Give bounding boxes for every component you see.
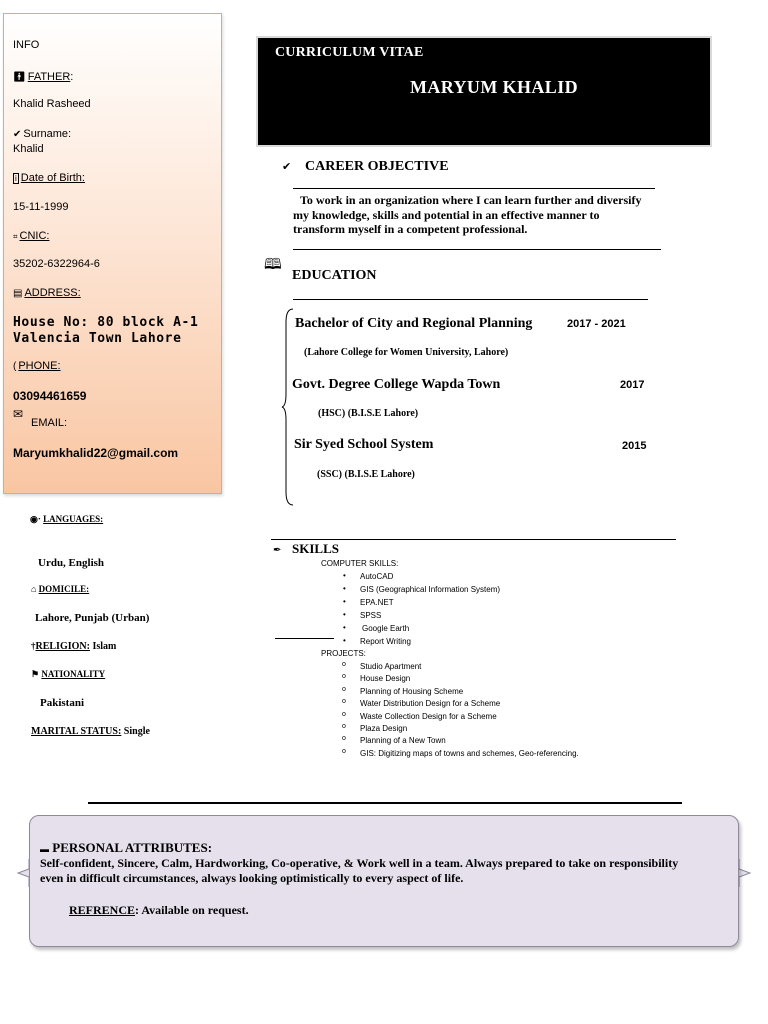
bullet-circle-icon: o [342,685,346,693]
email-label: EMAIL: [31,417,68,429]
religion-row [31,641,116,652]
phone-icon: ( [13,361,17,372]
id-card-icon: ⌗ [13,232,18,241]
religion-label: RELIGION: [35,641,90,652]
project-item: GIS: Digitizing maps of towns and schemes, Geo-referencing. [360,748,579,758]
address-line1: House No: 80 block A-1 [13,315,199,330]
nationality-label: NATIONALITY [41,669,106,679]
phone-label: PHONE: [18,360,61,372]
cnic-value: 35202-6322964-6 [13,258,100,270]
skills-short-rule [275,638,334,639]
project-item: House Design [360,674,411,684]
pen-icon: ✒︎ [273,545,282,556]
domicile-label: DOMICILE: [38,584,90,594]
bullet-dot-icon: • [343,571,346,580]
computer-skill-item: EPA.NET [360,598,394,607]
bullet-dot-icon: • [343,610,346,619]
father-label-row: 🚹︎ FATHER: [13,71,74,83]
dob-label-row [13,172,85,184]
education-divider [293,299,648,300]
project-item: Waste Collection Design for a Scheme [360,711,497,721]
phone-value: 03094461659 [13,389,87,403]
flag-icon: ⚑︎ [31,669,40,679]
marital-value: Single [121,726,150,737]
checkmark-icon: ✔ [13,129,22,140]
project-item: Water Distribution Design for a Scheme [360,699,501,709]
bullet-circle-icon: o [342,661,346,668]
computer-skills-label: COMPUTER SKILLS: [321,559,399,568]
page-divider [88,802,682,804]
project-item: Studio Apartment [360,662,422,671]
candidate-name: MARYUM KHALID [409,77,579,97]
surname-label-row [13,128,71,140]
cv-title: CURRICULUM VITAE [275,45,424,60]
house-icon: ⌂ [31,584,37,594]
education-brace [281,308,295,506]
projects-label: PROJECTS: [321,649,366,658]
envelope-icon: ✉︎ [13,407,24,421]
bullet-circle-icon: o [342,747,346,755]
edu-degree-1: Bachelor of City and Regional Planning [295,316,533,331]
edu-detail-3: (SSC) (B.I.S.E Lahore) [317,469,415,480]
domicile-row [31,584,89,594]
reference-label: REFRENCE [69,903,136,917]
languages-label: LANGUAGES: [43,514,104,524]
cnic-label-row [13,230,49,242]
computer-skill-item: GIS (Geographical Information System) [360,585,501,594]
marital-row [31,726,150,737]
edu-degree-2: Govt. Degree College Wapda Town [292,377,501,392]
bullet-dot-icon: • [343,636,346,645]
career-objective-title: CAREER OBJECTIVE [305,159,449,174]
bullet-dot-icon: • [343,597,346,606]
edu-year-3: 2015 [622,440,647,452]
info-panel [3,13,222,494]
father-value: Khalid Rasheed [13,98,91,110]
bullet-circle-icon: o [342,723,346,730]
personal-attributes-box [29,815,739,947]
attributes-title: PERSONAL ATTRIBUTES: [52,840,213,855]
computer-skill-item: AutoCAD [360,572,394,581]
reference-value: : Available on request. [135,903,249,917]
marital-label: MARITAL STATUS: [31,726,122,737]
attributes-line1: Self-confident, Sincere, Calm, Hardworking, Co-operative, & Work well in a team. Always prepared to take on responsibility [40,856,679,870]
speaking-head-icon: ◉· [30,514,41,524]
open-book-icon: 🕮︎ [264,256,282,273]
info-heading: INFO [13,39,40,51]
career-line2: my knowledge, skills and potential in an effective manner to [293,208,600,222]
nationality-row [31,669,105,680]
address-line2: Valencia Town Lahore [13,331,182,346]
checkmark-icon: ✔ [282,161,292,173]
computer-skill-item: Google Earth [362,624,410,633]
calendar-icon: i [15,174,17,183]
address-book-icon: ▤ [13,288,23,299]
edu-detail-2: (HSC) (B.I.S.E Lahore) [318,408,419,419]
attributes-line2: even in difficult circumstances, always looking optimistically to every aspect of life. [40,871,464,885]
attributes-title-row [40,840,212,856]
attr-box-right-tab [738,858,752,888]
address-label: ADDRESS: [24,287,81,299]
edu-year-2: 2017 [620,379,645,391]
religion-icon: † [31,641,36,651]
bullet-circle-icon: o [342,673,346,681]
phone-label-row [13,360,61,372]
skills-divider [271,539,676,540]
email-label-row [13,407,25,421]
person-icon: 🚹︎ [13,72,26,83]
project-item: Plaza Design [360,724,408,733]
edu-degree-3: Sir Syed School System [294,437,434,452]
surname-label: Surname: [23,128,72,140]
attr-box-left-tab [16,858,30,888]
dob-value: 15-11-1999 [13,201,69,213]
career-divider-top [293,188,655,189]
computer-skill-item: SPSS [360,611,382,620]
religion-value: Islam [89,641,117,652]
skills-title: SKILLS [292,541,339,556]
surname-value: Khalid [13,143,44,155]
address-label-row [13,287,81,299]
reference-row [69,903,249,918]
dob-label: Date of Birth: [20,172,85,184]
languages-row [30,514,103,525]
education-title: EDUCATION [292,268,377,283]
career-line3: transform myself in a competent professional. [293,222,528,236]
nationality-value: Pakistani [40,697,85,709]
domicile-value: Lahore, Punjab (Urban) [35,612,150,624]
cv-header [258,38,710,145]
project-item: Planning of a New Town [360,736,446,746]
bullet-dot-icon: • [343,584,346,593]
career-line1: To work in an organization where I can learn further and diversify [300,193,642,207]
bullet-circle-icon: o [342,710,346,718]
edu-detail-1: (Lahore College for Women University, Lahore) [304,347,509,358]
career-divider-bottom [293,249,661,250]
pointing-hand-icon: ▬ [40,844,49,854]
project-item: Planning of Housing Scheme [360,686,464,696]
email-value: Maryumkhalid22@gmail.com [13,446,179,460]
father-label: FATHER [27,71,71,83]
cnic-label: CNIC: [19,230,50,242]
languages-value: Urdu, English [38,557,105,569]
computer-skill-item: Report Writing [360,637,411,646]
bullet-circle-icon: o [342,698,346,706]
bullet-circle-icon: o [342,735,346,743]
edu-year-1: 2017 - 2021 [567,318,626,330]
bullet-dot-icon: • [343,623,346,632]
